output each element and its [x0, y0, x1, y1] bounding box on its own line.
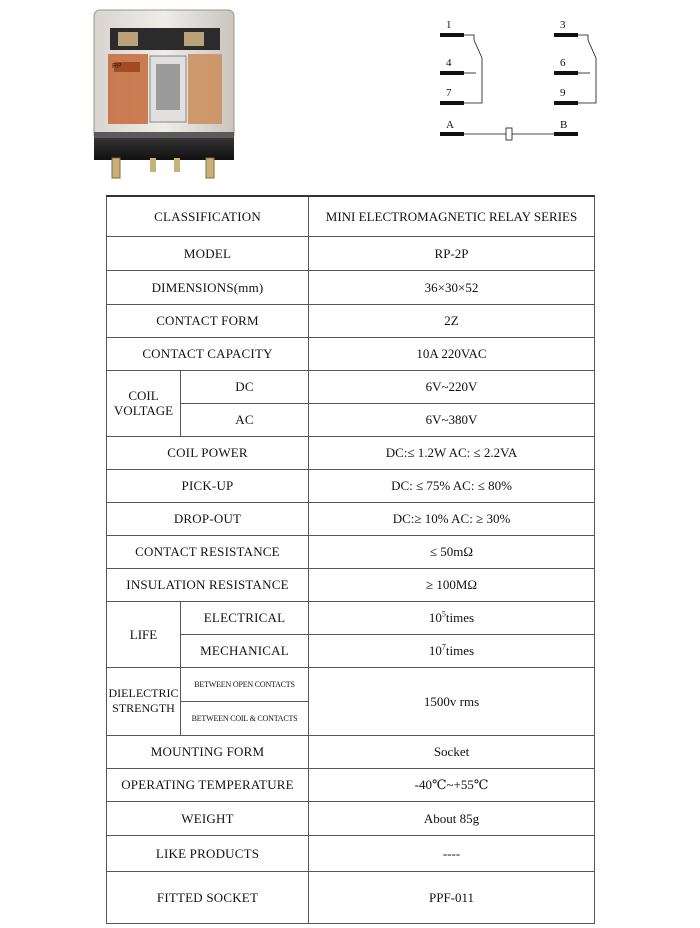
- table-row: [107, 535, 595, 568]
- relay-product-image: [88, 6, 240, 182]
- pin-label-4: 4: [446, 57, 452, 69]
- table-row: [107, 735, 595, 768]
- pin-label-9: 9: [560, 87, 566, 99]
- weight-value: About 85g: [309, 801, 595, 835]
- table-row: [107, 337, 595, 370]
- fitted-socket-value: PPF-011: [309, 871, 595, 923]
- svg-text:RP: RP: [112, 63, 122, 70]
- like-products-label: LIKE PRODUCTS: [107, 835, 309, 871]
- ac-label: AC: [181, 403, 309, 436]
- fitted-socket-label: FITTED SOCKET: [107, 871, 309, 923]
- contact-resistance-value: ≤ 50mΩ: [309, 535, 595, 568]
- dielectric-value: 1500v rms: [309, 667, 595, 735]
- operating-temperature-label: OPERATING TEMPERATURE: [107, 768, 309, 801]
- table-row: [107, 835, 595, 871]
- pin-diagram: [430, 10, 630, 150]
- coil-power-label: COIL POWER: [107, 436, 309, 469]
- mechanical-label: MECHANICAL: [181, 634, 309, 667]
- classification-value: MINI ELECTROMAGNETIC RELAY SERIES: [309, 196, 595, 236]
- dielectric-label-line1: DIELECTRIC: [108, 686, 179, 700]
- coil-symbol: [506, 128, 512, 140]
- mechanical-value: [309, 634, 595, 667]
- life-label: LIFE: [107, 601, 181, 667]
- pin-label-1: 1: [446, 19, 452, 31]
- table-row: [107, 568, 595, 601]
- dielectric-strength-label: [107, 667, 181, 735]
- dc-value: 6V~220V: [309, 370, 595, 403]
- dimensions-value: 36×30×52: [309, 270, 595, 304]
- weight-label: WEIGHT: [107, 801, 309, 835]
- pick-up-label: PICK-UP: [107, 469, 309, 502]
- coil-label-a: A: [446, 119, 454, 131]
- table-row: [107, 403, 595, 436]
- between-open-contacts-label: BETWEEN OPEN CONTACTS: [181, 667, 309, 701]
- contact-form-value: 2Z: [309, 304, 595, 337]
- pin-label-6: 6: [560, 57, 566, 69]
- classification-label: CLASSIFICATION: [107, 196, 309, 236]
- drop-out-value: DC:≥ 10% AC: ≥ 30%: [309, 502, 595, 535]
- mechanical-base: 10: [428, 643, 442, 658]
- table-row: [107, 601, 595, 634]
- dimensions-label: DIMENSIONS(mm): [107, 270, 309, 304]
- table-row: [107, 196, 595, 236]
- electrical-label: ELECTRICAL: [181, 601, 309, 634]
- table-row: [107, 370, 595, 403]
- table-row: [107, 236, 595, 270]
- dielectric-label-line2: STRENGTH: [112, 701, 175, 715]
- pick-up-value: DC: ≤ 75% AC: ≤ 80%: [309, 469, 595, 502]
- spec-table: [106, 195, 595, 924]
- between-coil-contacts-label: BETWEEN COIL & CONTACTS: [181, 701, 309, 735]
- like-products-value: ----: [309, 835, 595, 871]
- electrical-exponent: 5: [441, 609, 446, 619]
- electrical-value: [309, 601, 595, 634]
- drop-out-label: DROP-OUT: [107, 502, 309, 535]
- table-row: [107, 304, 595, 337]
- table-row: [107, 801, 595, 835]
- contact-capacity-value: 10A 220VAC: [309, 337, 595, 370]
- ac-value: 6V~380V: [309, 403, 595, 436]
- table-row: [107, 871, 595, 923]
- table-row: [107, 667, 595, 701]
- table-row: [107, 634, 595, 667]
- coil-voltage-label-line2: VOLTAGE: [113, 403, 174, 418]
- table-row: [107, 270, 595, 304]
- mechanical-unit: times: [445, 643, 475, 658]
- table-row: [107, 436, 595, 469]
- operating-temperature-value: -40℃~+55℃: [309, 768, 595, 801]
- coil-voltage-label: [107, 370, 181, 436]
- contact-form-label: CONTACT FORM: [107, 304, 309, 337]
- mechanical-exponent: 7: [441, 642, 446, 652]
- pin-label-7: 7: [446, 87, 452, 99]
- pin-label-3: 3: [560, 19, 566, 31]
- mounting-form-value: Socket: [309, 735, 595, 768]
- coil-power-value: DC:≤ 1.2W AC: ≤ 2.2VA: [309, 436, 595, 469]
- mounting-form-label: MOUNTING FORM: [107, 735, 309, 768]
- table-row: [107, 469, 595, 502]
- insulation-resistance-label: INSULATION RESISTANCE: [107, 568, 309, 601]
- dc-label: DC: [181, 370, 309, 403]
- electrical-base: 10: [428, 610, 442, 625]
- electrical-unit: times: [445, 610, 475, 625]
- model-value: RP-2P: [309, 236, 595, 270]
- insulation-resistance-value: ≥ 100MΩ: [309, 568, 595, 601]
- coil-voltage-label-line1: COIL: [128, 388, 159, 403]
- model-label: MODEL: [107, 236, 309, 270]
- contact-capacity-label: CONTACT CAPACITY: [107, 337, 309, 370]
- table-row: [107, 502, 595, 535]
- table-row: [107, 768, 595, 801]
- coil-label-b: B: [560, 119, 568, 131]
- contact-resistance-label: CONTACT RESISTANCE: [107, 535, 309, 568]
